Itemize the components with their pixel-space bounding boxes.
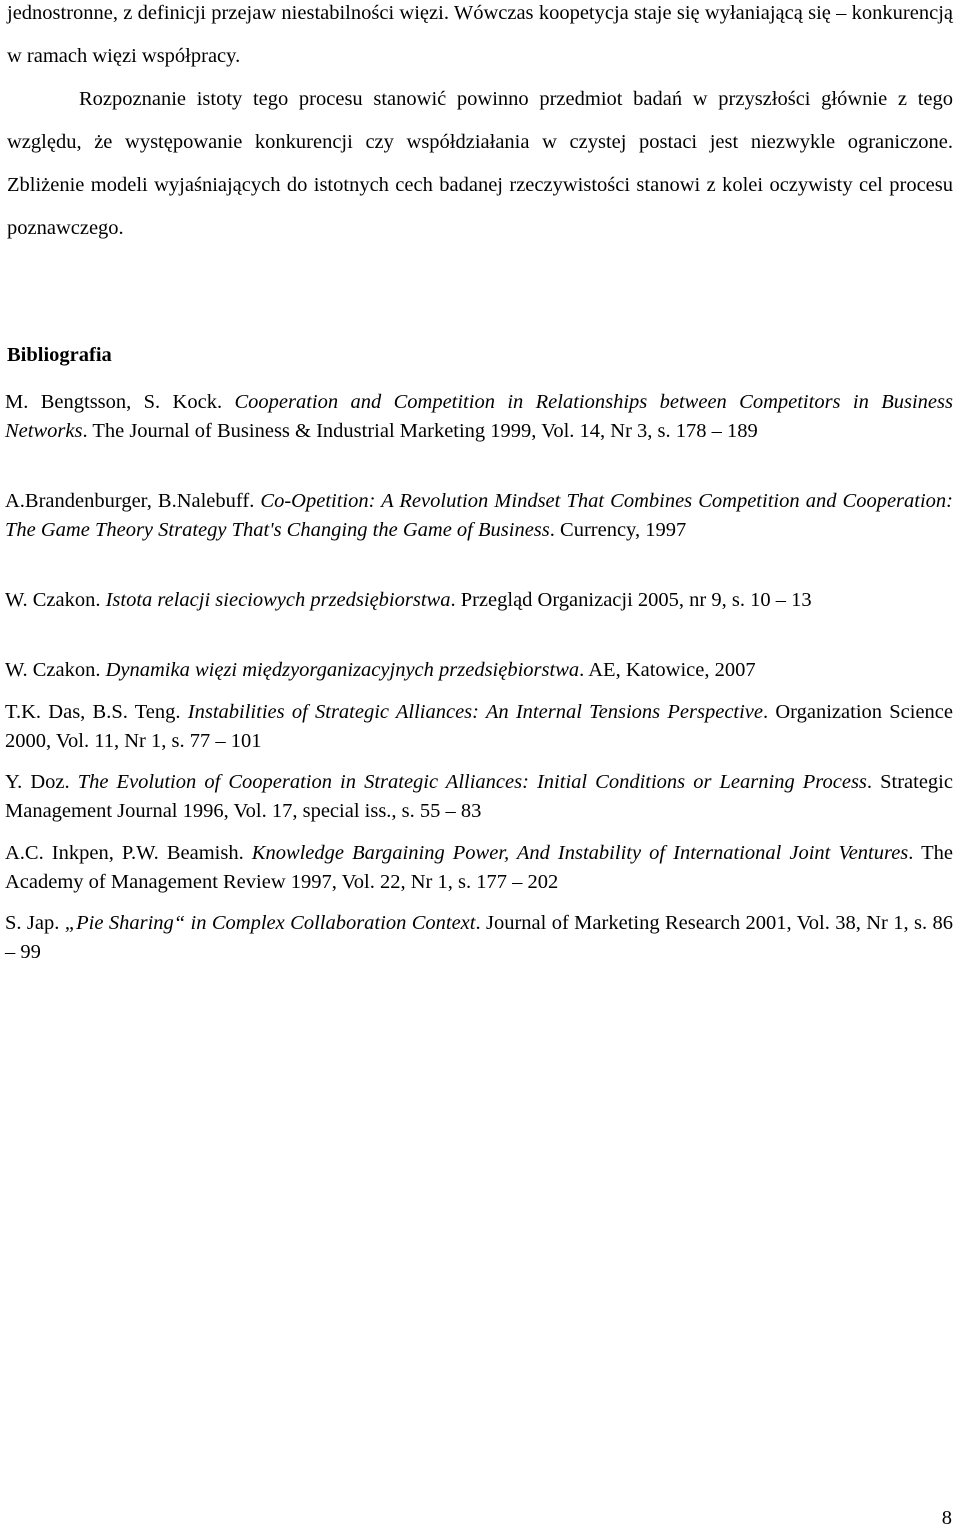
entry-title: Knowledge Bargaining Power, And Instability of International Joint Ventures [251, 842, 909, 864]
body-paragraph-1: jednostronne, z definicji przejaw niestabilności więzi. Wówczas koopetycja staje się wyłaniającą się – konkurencją w ramach więzi współpracy. [7, 2, 953, 67]
entry-authors: S. Jap. [5, 912, 65, 934]
entry-publication: . AE, Katowice, 2007 [579, 659, 756, 681]
bibliography-entry-3 [5, 586, 953, 615]
page-number: 8 [941, 1507, 952, 1529]
entry-publication: . The Academy of Management Review 1997, Vol. 22, Nr 1, s. 177 – 202 [5, 842, 953, 893]
bibliography-entry-7 [5, 839, 953, 896]
entry-authors: M. Bengtsson, S. Kock. [5, 391, 235, 413]
entry-publication: . Currency, 1997 [549, 518, 687, 541]
bibliography-entry-1 [5, 388, 953, 445]
entry-title: The Evolution of Cooperation in Strategic Alliances: Initial Conditions or Learning Process [77, 771, 867, 793]
entry-authors: W. Czakon. [5, 659, 106, 681]
entry-title: Cooperation and Competition in Relationships between Competitors in Business Networks [5, 391, 953, 442]
bibliography-entry-6 [5, 768, 953, 825]
entry-publication: . Journal of Marketing Research 2001, Vol. 38, Nr 1, s. 86 – 99 [5, 912, 953, 963]
entry-publication: . Strategic Management Journal 1996, Vol. 17, special iss., s. 55 – 83 [5, 771, 953, 822]
entry-publication: . The Journal of Business & Industrial Marketing 1999, Vol. 14, Nr 3, s. 178 – 189 [82, 419, 758, 442]
bibliography-entry-5 [5, 698, 953, 755]
entry-authors: W. Czakon. [5, 589, 106, 611]
entry-publication: . Organization Science 2000, Vol. 11, Nr 1, s. 77 – 101 [5, 701, 953, 752]
entry-title: „Pie Sharing“ in Complex Collaboration Context [64, 912, 476, 934]
bibliography-entry-4 [5, 656, 953, 685]
bibliography-entry-2 [5, 487, 953, 544]
entry-publication: . Przegląd Organizacji 2005, nr 9, s. 10 – 13 [450, 589, 812, 611]
entry-authors: A.C. Inkpen, P.W. Beamish. [5, 842, 252, 864]
entry-title: Istota relacji sieciowych przedsiębiorstwa [105, 589, 451, 611]
bibliography-heading: Bibliografia [7, 344, 112, 366]
entry-title: Co-Opetition: A Revolution Mindset That Combines Competition and Cooperation: The Game Theory Strategy That's Changing the Game of Business [5, 490, 954, 541]
bibliography-entry-8 [5, 909, 953, 966]
entry-authors: A.Brandenburger, B.Nalebuff. [5, 490, 261, 512]
entry-authors: Y. Doz. [5, 771, 78, 793]
entry-title: Instabilities of Strategic Alliances: An Internal Tensions Perspective [187, 701, 764, 723]
entry-authors: T.K. Das, B.S. Teng. [5, 701, 188, 723]
body-paragraph-2: Rozpoznanie istoty tego procesu stanowić powinno przedmiot badań w przyszłości głównie z tego względu, że występowanie konkurencji czy współdziałania w czystej postaci jest niezwykle ograniczone. Zbliżenie modeli wyjaśniających do istotnych cech badanej rzeczywistości stanowi z kolei oczywisty cel procesu poznawczego. [7, 88, 953, 239]
entry-title: Dynamika więzi międzyorganizacyjnych przedsiębiorstwa [105, 659, 580, 681]
